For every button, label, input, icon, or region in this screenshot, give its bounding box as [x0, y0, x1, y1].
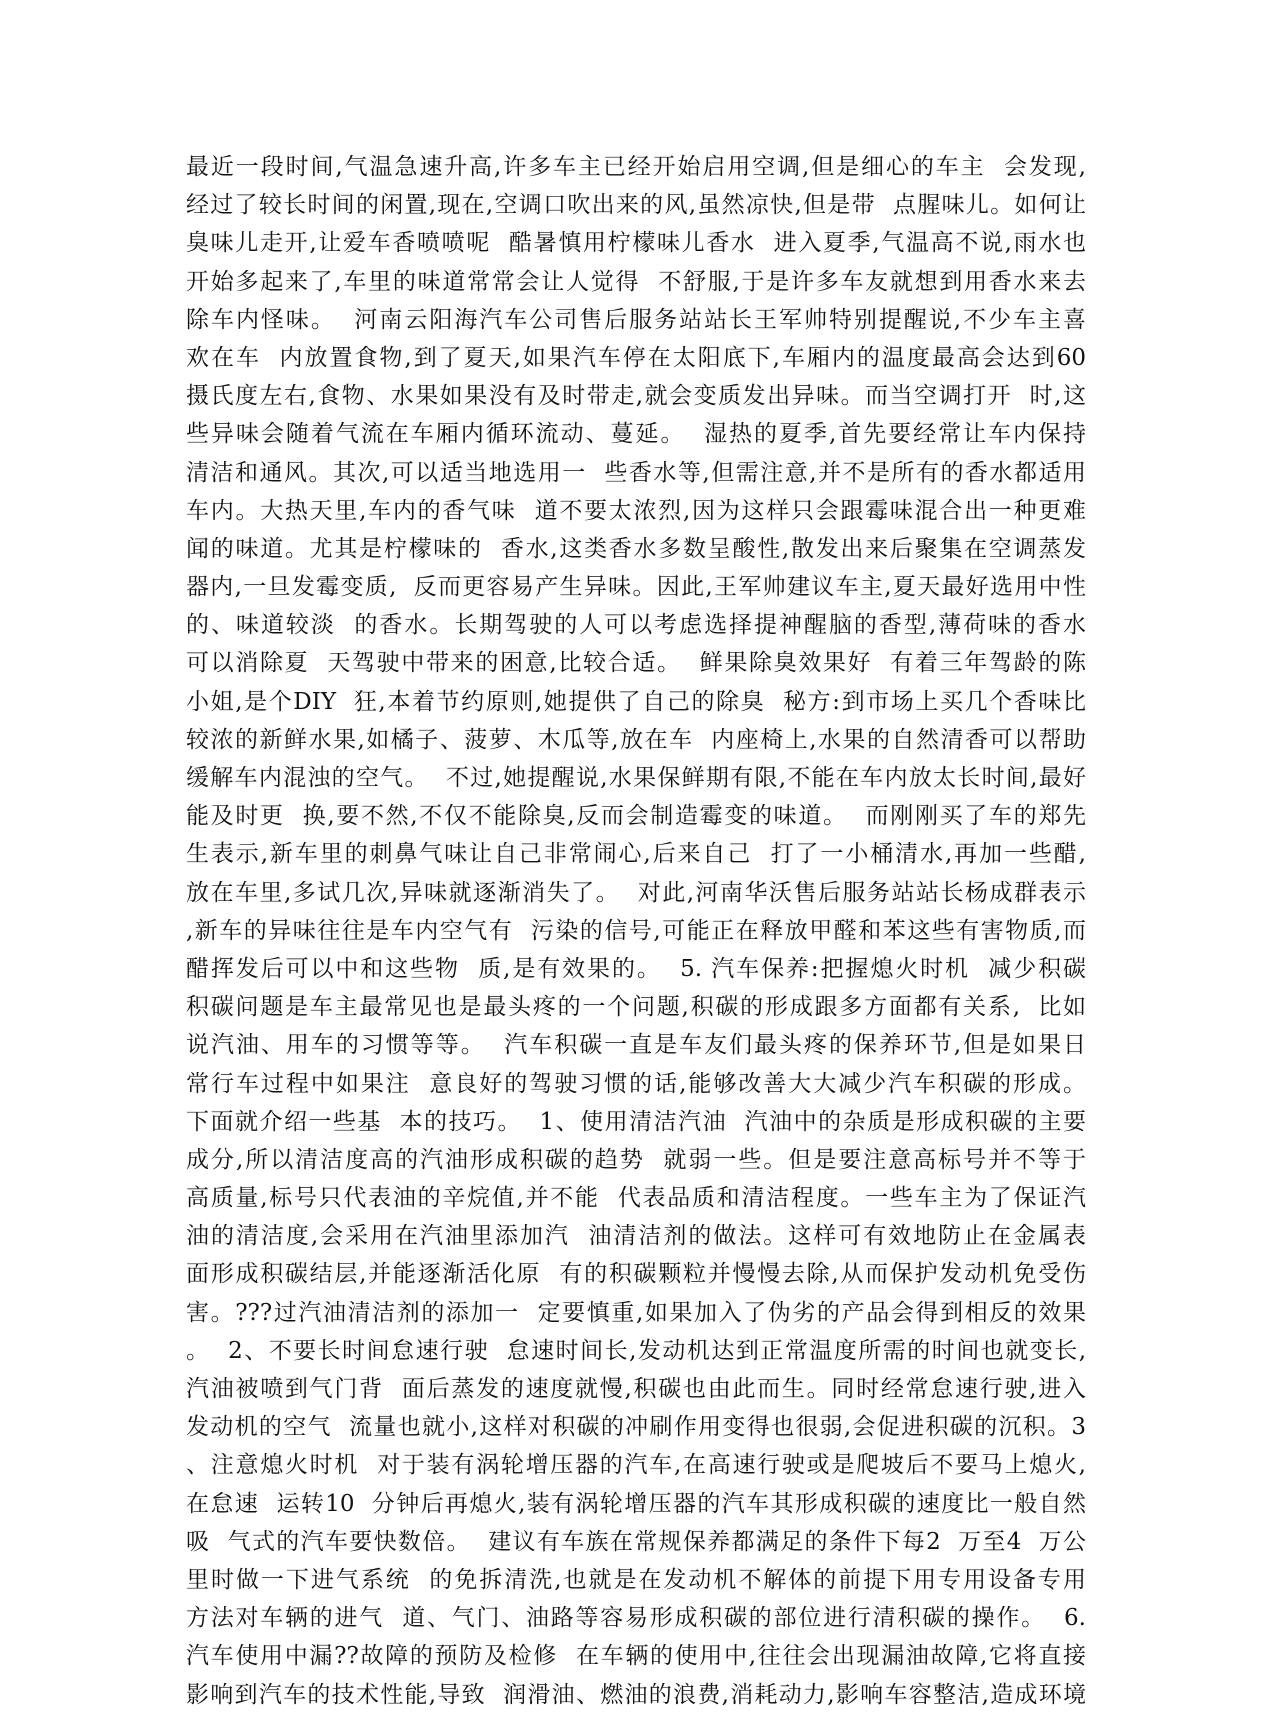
text-line: 在怠速 运转10 分钟后再熄火,装有涡轮增压器的汽车其形成积碳的速度比一般自然: [186, 1490, 1086, 1517]
text-line: 高质量,标号只代表油的辛烷值,并不能 代表品质和清洁程度。一些车主为了保证汽: [186, 1185, 1086, 1212]
text-line: 闻的味道。尤其是柠檬味的 香水,这类香水多数呈酸性,散发出来后聚集在空调蒸发: [186, 535, 1086, 562]
text-line: 能及时更 换,要不然,不仅不能除臭,反而会制造霉变的味道。 而刚刚买了车的郑先: [186, 803, 1086, 830]
text-line: 面形成积碳结层,并能逐渐活化原 有的积碳颗粒并慢慢去除,从而保护发动机免受伤: [186, 1261, 1086, 1288]
text-line: 常行车过程中如果注 意良好的驾驶习惯的话,能够改善大大减少汽车积碳的形成。: [186, 1070, 1086, 1097]
text-line: 汽油被喷到气门背 面后蒸发的速度就慢,积碳也由此而生。同时经常怠速行驶,进入: [186, 1376, 1086, 1402]
text-line: 醋挥发后可以中和这些物 质,是有效果的。 5. 汽车保养:把握熄火时机 减少积碳: [186, 955, 1086, 982]
text-line: 、注意熄火时机 对于装有涡轮增压器的汽车,在高速行驶或是爬坡后不要马上熄火,: [186, 1452, 1086, 1479]
text-line: 说汽油、用车的习惯等等。 汽车积碳一直是车友们最头疼的保养环节,但是如果日: [186, 1032, 1086, 1059]
text-line: 臭味儿走开,让爱车香喷喷呢 酷暑慎用柠檬味儿香水 进入夏季,气温高不说,雨水也: [186, 230, 1086, 257]
text-line: 欢在车 内放置食物,到了夏天,如果汽车停在太阳底下,车厢内的温度最高会达到60: [186, 344, 1086, 371]
text-line: 下面就介绍一些基 本的技巧。 1、使用清洁汽油 汽油中的杂质是形成积碳的主要: [186, 1108, 1086, 1135]
text-line: 最近一段时间,气温急速升高,许多车主已经开始启用空调,但是细心的车主 会发现,: [186, 154, 1086, 180]
text-line: 摄氏度左右,食物、水果如果没有及时带走,就会变质发出异味。而当空调打开 时,这: [186, 383, 1086, 410]
body-text: [186, 148, 1086, 1714]
text-line: 除车内怪味。 河南云阳海汽车公司售后服务站站长王军帅特别提醒说,不少车主喜: [186, 306, 1086, 333]
text-line: 较浓的新鲜水果,如橘子、菠萝、木瓜等,放在车 内座椅上,水果的自然清香可以帮助: [186, 726, 1086, 753]
text-line: 吸 气式的汽车要快数倍。 建议有车族在常规保养都满足的条件下每2 万至4 万公: [186, 1528, 1086, 1555]
text-line: 发动机的空气 流量也就小,这样对积碳的冲刷作用变得也很弱,会促进积碳的沉积。3: [186, 1414, 1086, 1441]
text-line: 器内,一旦发霉变质, 反而更容易产生异味。因此,王军帅建议车主,夏天最好选用中性: [186, 574, 1086, 601]
text-line: 放在车里,多试几次,异味就逐渐消失了。 对此,河南华沃售后服务站站长杨成群表示: [186, 879, 1086, 906]
text-line: 经过了较长时间的闲置,现在,空调口吹出来的风,虽然凉快,但是带 点腥味儿。如何让: [186, 192, 1086, 219]
text-line: 开始多起来了,车里的味道常常会让人觉得 不舒服,于是许多车友就想到用香水来去: [186, 268, 1086, 295]
text-line: 影响到汽车的技术性能,导致 润滑油、燃油的浪费,消耗动力,影响车容整洁,造成环境: [186, 1681, 1086, 1708]
text-line: 缓解车内混浊的空气。 不过,她提醒说,水果保鲜期有限,不能在车内放太长时间,最好: [186, 765, 1086, 791]
text-line: 。 2、不要长时间怠速行驶 怠速时间长,发动机达到正常温度所需的时间也就变长,: [186, 1337, 1086, 1364]
text-line: 生表示,新车里的刺鼻气味让自己非常闹心,后来自己 打了一小桶清水,再加一些醋,: [186, 841, 1086, 868]
text-line: 小姐,是个DIY 狂,本着节约原则,她提供了自己的除臭 秘方:到市场上买几个香味比: [186, 688, 1086, 715]
text-line: 可以消除夏 天驾驶中带来的困意,比较合适。 鲜果除臭效果好 有着三年驾龄的陈: [186, 650, 1086, 677]
text-line: ,新车的异味往往是车内空气有 污染的信号,可能正在释放甲醛和苯这些有害物质,而: [186, 917, 1086, 944]
text-line: 害。???过汽油清洁剂的添加一 定要慎重,如果加入了伪劣的产品会得到相反的效果: [186, 1299, 1086, 1326]
text-line: 油的清洁度,会采用在汽油里添加汽 油清洁剂的做法。这样可有效地防止在金属表: [186, 1223, 1086, 1250]
text-line: 车内。大热天里,车内的香气味 道不要太浓烈,因为这样只会跟霉味混合出一种更难: [186, 497, 1086, 524]
text-line: 些异味会随着气流在车厢内循环流动、蔓延。 湿热的夏季,首先要经常让车内保持: [186, 421, 1086, 448]
text-line: 成分,所以清洁度高的汽油形成积碳的趋势 就弱一些。但是要注意高标号并不等于: [186, 1146, 1086, 1173]
text-line: 里时做一下进气系统 的免拆清洗,也就是在发动机不解体的前提下用专用设备专用: [186, 1566, 1086, 1593]
text-line: 的、味道较淡 的香水。长期驾驶的人可以考虑选择提神醒脑的香型,薄荷味的香水: [186, 612, 1086, 639]
text-line: 汽车使用中漏??故障的预防及检修 在车辆的使用中,往往会出现漏油故障,它将直接: [186, 1643, 1086, 1670]
text-line: 清洁和通风。其次,可以适当地选用一 些香水等,但需注意,并不是所有的香水都适用: [186, 459, 1086, 486]
text-line: 方法对车辆的进气 道、气门、油路等容易形成积碳的部位进行清积碳的操作。 6.: [186, 1605, 1086, 1632]
text-line: 积碳问题是车主最常见也是最头疼的一个问题,积碳的形成跟多方面都有关系, 比如: [186, 994, 1086, 1021]
